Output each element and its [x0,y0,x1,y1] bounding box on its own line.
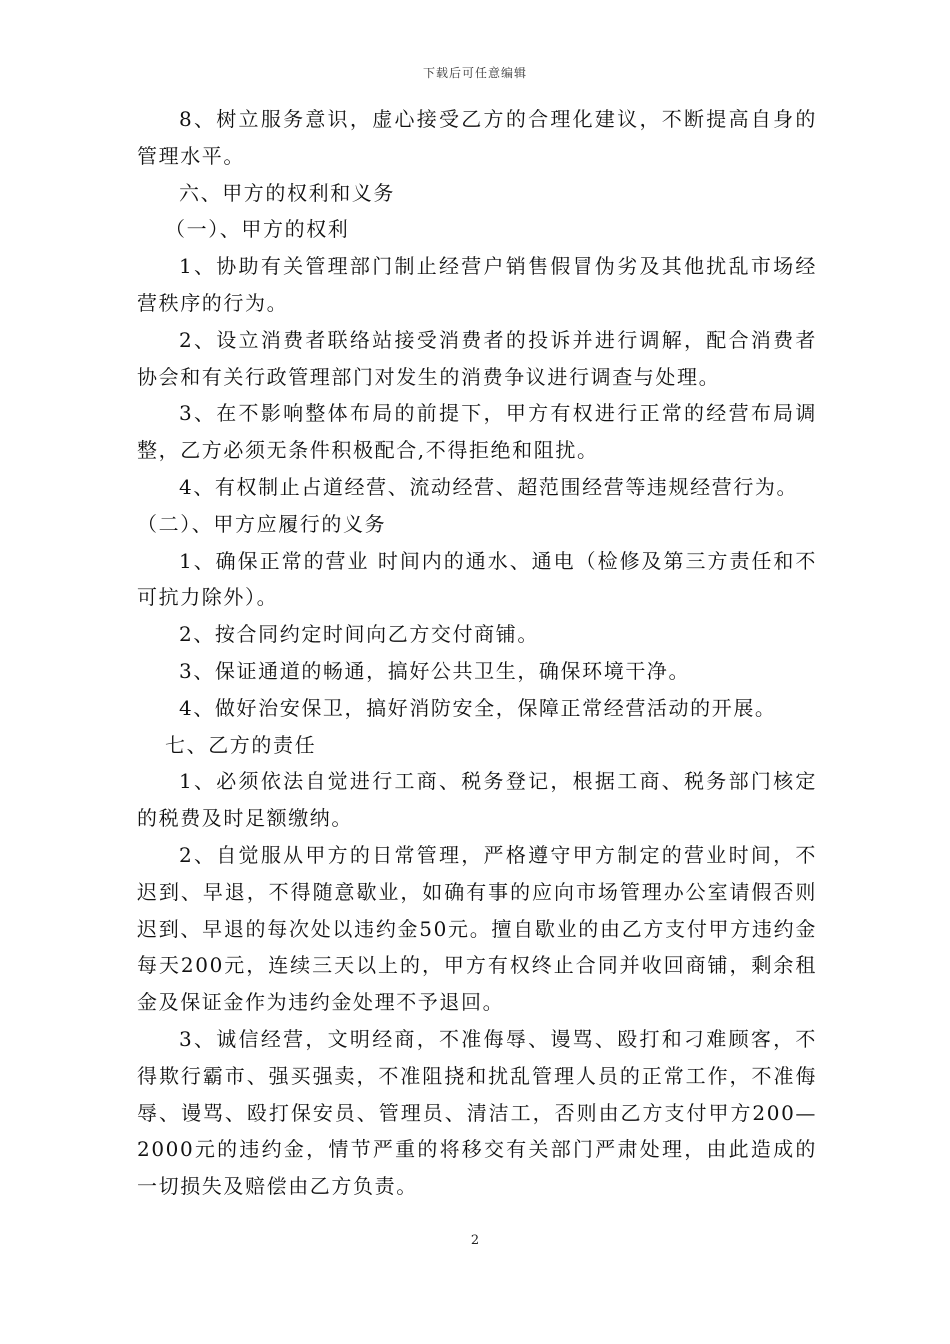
paragraph-duties-2: 2、按合同约定时间向乙方交付商铺。 [179,622,539,647]
paragraph-party-b-2: 2、自觉服从甲方的日常管理，严格遵守甲方制定的营业时间，不迟到、早退，不得随意歇业，如确有事的应向市场管理办公室请假否则迟到、早退的每次处以违约金50元。擅自歇业的由乙方支付甲方违约金每天200元，连续三天以上的，甲方有权终止合同并收回商铺，剩余租金及保证金作为违约金处理不予退回。 [137,842,817,1015]
paragraph-party-b-1: 1、必须依法自觉进行工商、税务登记，根据工商、税务部门核定的税费及时足额缴纳。 [137,769,817,831]
paragraph-duties-4: 4、做好治安保卫，搞好消防安全，保障正常经营活动的开展。 [179,695,777,720]
paragraph-party-b-3: 3、诚信经营，文明经商，不准侮辱、谩骂、殴打和刁难顾客，不得欺行霸市、强买强卖，不准阻挠和扰乱管理人员的正常工作，不准侮辱、谩骂、殴打保安员、管理员、清洁工，否则由乙方支付甲方200—2000元的违约金，情节严重的将移交有关部门严肃处理，由此造成的一切损失及赔偿由乙方负责。 [137,1026,817,1199]
paragraph-rights-2: 2、设立消费者联络站接受消费者的投诉并进行调解，配合消费者协会和有关行政管理部门对发生的消费争议进行调查与处理。 [137,327,817,389]
page-number: 2 [470,1233,480,1248]
paragraph-item-8: 8、树立服务意识，虚心接受乙方的合理化建议，不断提高自身的管理水平。 [137,107,817,168]
document-body [137,101,817,1205]
section-heading-6: 六、甲方的权利和义务 [179,180,395,205]
paragraph-rights-4: 4、有权制止占道经营、流动经营、超范围经营等违规经营行为。 [179,474,799,499]
paragraph-duties-3: 3、保证通道的畅通，搞好公共卫生，确保环境干净。 [179,658,691,683]
paragraph-rights-3: 3、在不影响整体布局的前提下，甲方有权进行正常的经营布局调整，乙方必须无条件积极配合,不得拒绝和阻扰。 [137,401,817,463]
page-header: 下载后可任意编辑 [422,66,527,80]
section-heading-7: 七、乙方的责任 [165,732,317,757]
paragraph-rights-1: 1、协助有关管理部门制止经营户销售假冒伪劣及其他扰乱市场经营秩序的行为。 [137,254,817,315]
paragraph-duties-1: 1、确保正常的营业 时间内的通水、通电（检修及第三方责任和不可抗力除外）。 [137,548,817,610]
subsection-heading-party-a-rights: （一）、甲方的权利 [165,217,350,242]
subsection-heading-party-a-duties: （二）、甲方应履行的义务 [137,511,387,536]
